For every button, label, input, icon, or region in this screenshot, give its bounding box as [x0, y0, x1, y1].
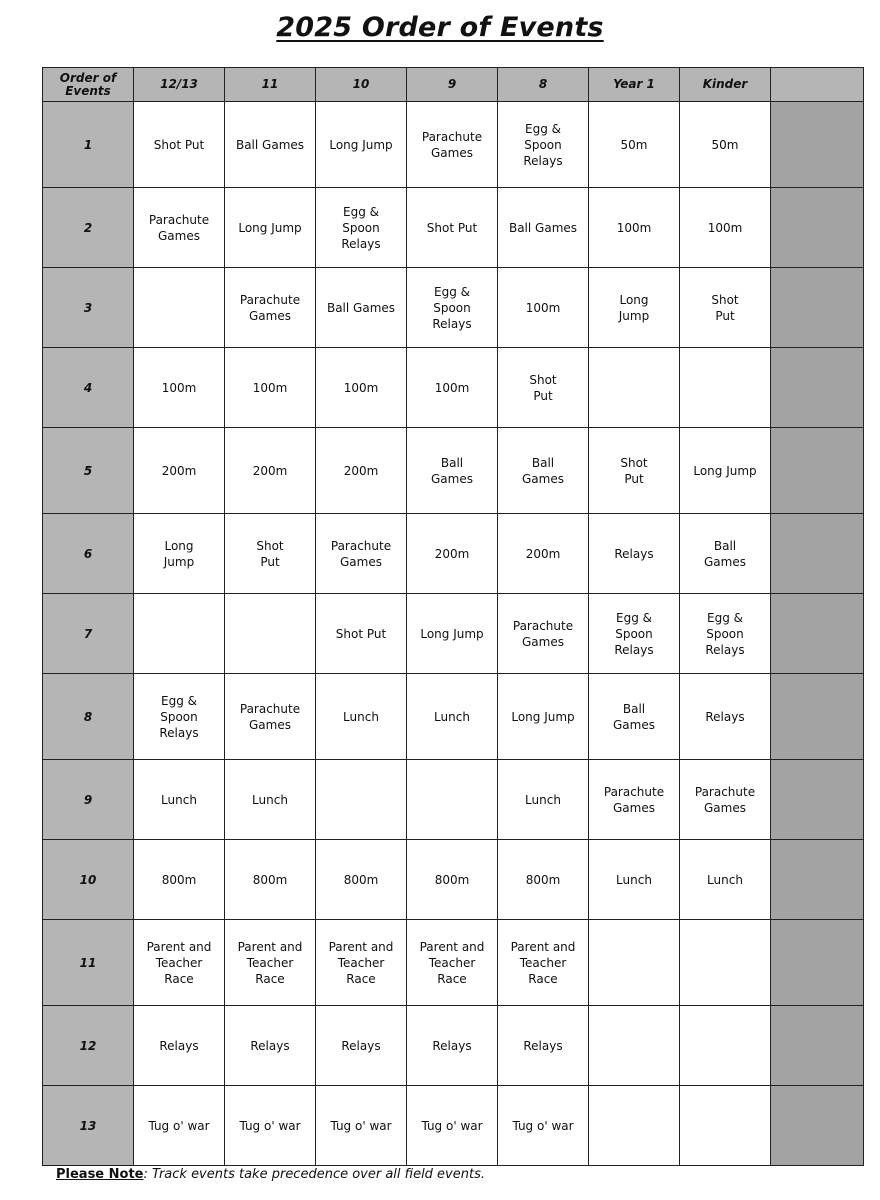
event-cell: Shot Put [225, 514, 316, 594]
blank-cell [771, 760, 864, 840]
event-cell: Ball Games [498, 188, 589, 268]
event-cell: Parent and Teacher Race [225, 920, 316, 1006]
table-row [43, 188, 864, 268]
blank-cell [771, 840, 864, 920]
table-row [43, 102, 864, 188]
event-cell [134, 268, 225, 348]
row-number: 5 [43, 428, 134, 514]
row-number: 10 [43, 840, 134, 920]
event-cell: Parachute Games [680, 760, 771, 840]
header-11: 11 [225, 68, 316, 102]
event-cell: 100m [498, 268, 589, 348]
event-cell: Ball Games [316, 268, 407, 348]
event-cell: Shot Put [407, 188, 498, 268]
event-cell [680, 348, 771, 428]
table-row [43, 428, 864, 514]
event-cell: Parachute Games [498, 594, 589, 674]
table-row [43, 514, 864, 594]
event-cell: Shot Put [680, 268, 771, 348]
event-cell: Relays [498, 1006, 589, 1086]
event-cell: 100m [680, 188, 771, 268]
blank-cell [771, 920, 864, 1006]
event-cell: Lunch [589, 840, 680, 920]
event-cell: 200m [225, 428, 316, 514]
row-number: 4 [43, 348, 134, 428]
row-number: 8 [43, 674, 134, 760]
event-cell: 200m [316, 428, 407, 514]
row-number: 3 [43, 268, 134, 348]
event-cell: Relays [134, 1006, 225, 1086]
event-cell: Parachute Games [225, 268, 316, 348]
event-cell: Shot Put [498, 348, 589, 428]
event-cell: 800m [316, 840, 407, 920]
row-number: 12 [43, 1006, 134, 1086]
event-cell: Long Jump [680, 428, 771, 514]
table-row [43, 1086, 864, 1166]
page-title: 2025 Order of Events [276, 12, 604, 43]
header-10: 10 [316, 68, 407, 102]
event-cell: Lunch [134, 760, 225, 840]
table-row [43, 760, 864, 840]
header-12-13: 12/13 [134, 68, 225, 102]
event-cell: Shot Put [134, 102, 225, 188]
event-cell: 200m [498, 514, 589, 594]
event-cell: Tug o' war [498, 1086, 589, 1166]
event-cell: Shot Put [316, 594, 407, 674]
event-cell: Ball Games [680, 514, 771, 594]
header-year-1: Year 1 [589, 68, 680, 102]
event-cell: 100m [134, 348, 225, 428]
footnote [56, 1167, 485, 1182]
event-cell: 200m [134, 428, 225, 514]
row-number: 2 [43, 188, 134, 268]
event-cell [589, 920, 680, 1006]
event-cell: Egg & Spoon Relays [680, 594, 771, 674]
header-kinder: Kinder [680, 68, 771, 102]
header-blank [771, 68, 864, 102]
event-cell: Parachute Games [225, 674, 316, 760]
event-cell: Tug o' war [316, 1086, 407, 1166]
event-cell: Parachute Games [134, 188, 225, 268]
event-cell: 100m [316, 348, 407, 428]
event-cell: Ball Games [225, 102, 316, 188]
event-cell: Shot Put [589, 428, 680, 514]
event-cell: Relays [589, 514, 680, 594]
event-cell [225, 594, 316, 674]
event-cell: Long Jump [498, 674, 589, 760]
event-cell: Parachute Games [589, 760, 680, 840]
event-cell: Parachute Games [407, 102, 498, 188]
event-cell: 800m [225, 840, 316, 920]
event-cell: Parent and Teacher Race [316, 920, 407, 1006]
blank-cell [771, 268, 864, 348]
blank-cell [771, 674, 864, 760]
event-cell: 800m [498, 840, 589, 920]
row-number: 13 [43, 1086, 134, 1166]
event-cell: Lunch [498, 760, 589, 840]
event-cell: Parent and Teacher Race [407, 920, 498, 1006]
blank-cell [771, 594, 864, 674]
event-cell: Lunch [316, 674, 407, 760]
header-order-of-events: Order of Events [43, 68, 134, 102]
event-cell: Long Jump [316, 102, 407, 188]
event-cell: Parachute Games [316, 514, 407, 594]
event-cell: 100m [407, 348, 498, 428]
event-cell: 800m [407, 840, 498, 920]
event-cell: Egg & Spoon Relays [316, 188, 407, 268]
row-number: 1 [43, 102, 134, 188]
event-cell: Relays [225, 1006, 316, 1086]
blank-cell [771, 102, 864, 188]
event-cell: 100m [225, 348, 316, 428]
event-cell: 100m [589, 188, 680, 268]
table-row [43, 594, 864, 674]
event-cell [589, 1086, 680, 1166]
event-cell: Long Jump [407, 594, 498, 674]
event-cell: Long Jump [134, 514, 225, 594]
table-row [43, 920, 864, 1006]
event-cell: 50m [589, 102, 680, 188]
table-row [43, 348, 864, 428]
blank-cell [771, 1086, 864, 1166]
event-cell: Relays [316, 1006, 407, 1086]
event-cell: Ball Games [407, 428, 498, 514]
blank-cell [771, 348, 864, 428]
event-cell [680, 1006, 771, 1086]
table-row [43, 674, 864, 760]
header-8: 8 [498, 68, 589, 102]
event-cell [680, 920, 771, 1006]
row-number: 9 [43, 760, 134, 840]
event-cell: Long Jump [225, 188, 316, 268]
event-cell: 50m [680, 102, 771, 188]
blank-cell [771, 188, 864, 268]
row-number: 11 [43, 920, 134, 1006]
event-cell: Egg & Spoon Relays [134, 674, 225, 760]
table-row [43, 1006, 864, 1086]
event-cell: Relays [407, 1006, 498, 1086]
blank-cell [771, 1006, 864, 1086]
table-row [43, 268, 864, 348]
row-number: 6 [43, 514, 134, 594]
event-cell [589, 1006, 680, 1086]
header-9: 9 [407, 68, 498, 102]
event-cell: Ball Games [498, 428, 589, 514]
blank-cell [771, 428, 864, 514]
event-cell: Tug o' war [225, 1086, 316, 1166]
event-cell [680, 1086, 771, 1166]
event-cell: Tug o' war [134, 1086, 225, 1166]
event-cell: Lunch [407, 674, 498, 760]
event-cell: Lunch [225, 760, 316, 840]
event-cell: 800m [134, 840, 225, 920]
event-cell: Egg & Spoon Relays [407, 268, 498, 348]
note-label: Please Note [56, 1167, 144, 1182]
event-cell: Parent and Teacher Race [498, 920, 589, 1006]
event-cell: Relays [680, 674, 771, 760]
event-cell [316, 760, 407, 840]
event-cell: Parent and Teacher Race [134, 920, 225, 1006]
header-row [43, 68, 864, 102]
blank-cell [771, 514, 864, 594]
event-cell [134, 594, 225, 674]
event-cell: Lunch [680, 840, 771, 920]
row-number: 7 [43, 594, 134, 674]
event-cell: Egg & Spoon Relays [589, 594, 680, 674]
events-table [42, 67, 864, 1166]
event-cell: Ball Games [589, 674, 680, 760]
event-cell: Egg & Spoon Relays [498, 102, 589, 188]
event-cell: 200m [407, 514, 498, 594]
event-cell [407, 760, 498, 840]
event-cell: Tug o' war [407, 1086, 498, 1166]
event-cell [589, 348, 680, 428]
event-cell: Long Jump [589, 268, 680, 348]
note-text: : Track events take precedence over all field events. [143, 1167, 485, 1182]
table-row [43, 840, 864, 920]
